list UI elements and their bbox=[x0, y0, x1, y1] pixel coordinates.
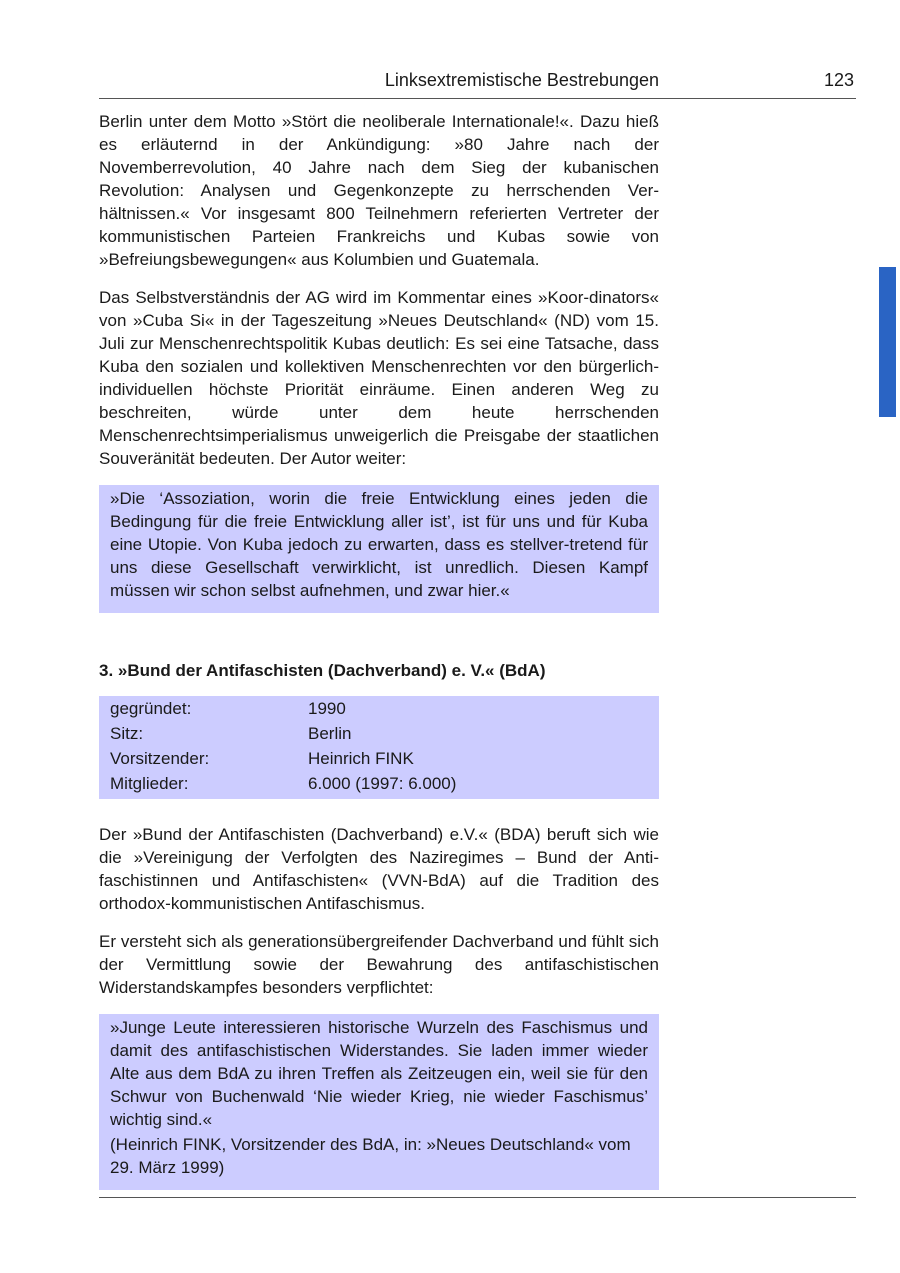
main-content bbox=[99, 110, 659, 1205]
block-quote bbox=[99, 485, 659, 613]
fact-row bbox=[110, 721, 648, 746]
section-heading: 3. »Bund der Antifaschisten (Dachverband) e. V.« (BdA) bbox=[99, 661, 546, 680]
page-header bbox=[99, 66, 856, 99]
fact-row bbox=[110, 696, 648, 721]
quote-source: (Heinrich FINK, Vorsitzender des BdA, in: »Neues Deutschland« vom 29. März 1999) bbox=[110, 1135, 631, 1177]
paragraph: Er versteht sich als generationsübergreifender Dachverband und fühlt sich der Vermittlung sowie der Bewahrung des antifaschistischen Widerstandskampfes besonders verpflichtet: bbox=[99, 932, 659, 997]
page-number: 123 bbox=[823, 70, 854, 90]
paragraph: Berlin unter dem Motto »Stört die neoliberale Internationale!«. Dazu hieß es erläuternd in der Ankündigung: »80 Jahre nach der Novemberrevolution, 40 Jahre nach dem Sieg der kubanischen Revolution: Analysen und Gegenkonzepte zu herrschenden Ver-hältnissen.« Vor insgesamt 800 Teilnehmern referierten Vertreter der kommunistischen Parteien Frankreichs und Kubas sowie von »Befreiungsbewegungen« aus Kolumbien und Guatemala. bbox=[99, 112, 659, 269]
fact-label: Mitglieder: bbox=[110, 774, 189, 793]
quote-text: »Die ‘Assoziation, worin die freie Entwicklung eines jeden die Bedingung für die freie Entwicklung aller ist’, ist für uns und für Kuba eine Utopie. Von Kuba jedoch zu erwarten, dass es stellver-tretend für uns diese Gesellschaft verwirklicht, ist unredlich. Diesen Kampf müssen wir schon selbst aufnehmen, und zwar hier.« bbox=[110, 489, 648, 600]
paragraph: Das Selbstverständnis der AG wird im Kommentar eines »Koor-dinators« von »Cuba Si« in der Tageszeitung »Neues Deutschland« (ND) vom 15. Juli zur Menschenrechtspolitik Kubas deutlich: Es sei eine Tatsache, dass Kuba den sozialen und kollektiven Menschenrechten vor den bürgerlich-individuellen höchste Priorität einräume. Einen anderen Weg zu beschreiten, würde unter dem heute herrschenden Menschenrechtsimperialismus unweigerlich die Preisgabe der staatlichen Souveränität bedeuten. Der Autor weiter: bbox=[99, 288, 659, 468]
paragraph: Der »Bund der Antifaschisten (Dachverband) e.V.« (BDA) beruft sich wie die »Vereinigung der Verfolgten des Naziregimes – Bund der Anti-faschistinnen und Antifaschisten« (VVN-BdA) auf die Tradition des orthodox-kommunistischen Antifaschismus. bbox=[99, 825, 659, 913]
fact-value: Berlin bbox=[308, 724, 352, 743]
block-quote bbox=[99, 1014, 659, 1190]
quote-text: »Junge Leute interessieren historische Wurzeln des Faschismus und damit des antifaschistischen Widerstandes. Sie laden immer wieder Alte aus dem BdA zu ihren Treffen als Zeitzeugen ein, weil sie für den Schwur von Buchenwald ‘Nie wieder Krieg, nie wieder Faschismus’ wichtig sind.« bbox=[110, 1018, 648, 1129]
fact-box bbox=[99, 696, 659, 799]
fact-value: 6.000 (1997: 6.000) bbox=[308, 774, 457, 793]
running-title: Linksextremistische Bestrebungen bbox=[384, 70, 659, 90]
chapter-tab-marker bbox=[879, 267, 896, 417]
fact-value: 1990 bbox=[308, 699, 346, 718]
fact-value: Heinrich FINK bbox=[308, 749, 414, 768]
fact-row bbox=[110, 746, 648, 771]
fact-label: Sitz: bbox=[110, 724, 144, 743]
fact-label: gegründet: bbox=[110, 699, 192, 718]
fact-label: Vorsitzender: bbox=[110, 749, 210, 768]
fact-row bbox=[110, 771, 648, 796]
footer-divider bbox=[99, 1197, 856, 1198]
